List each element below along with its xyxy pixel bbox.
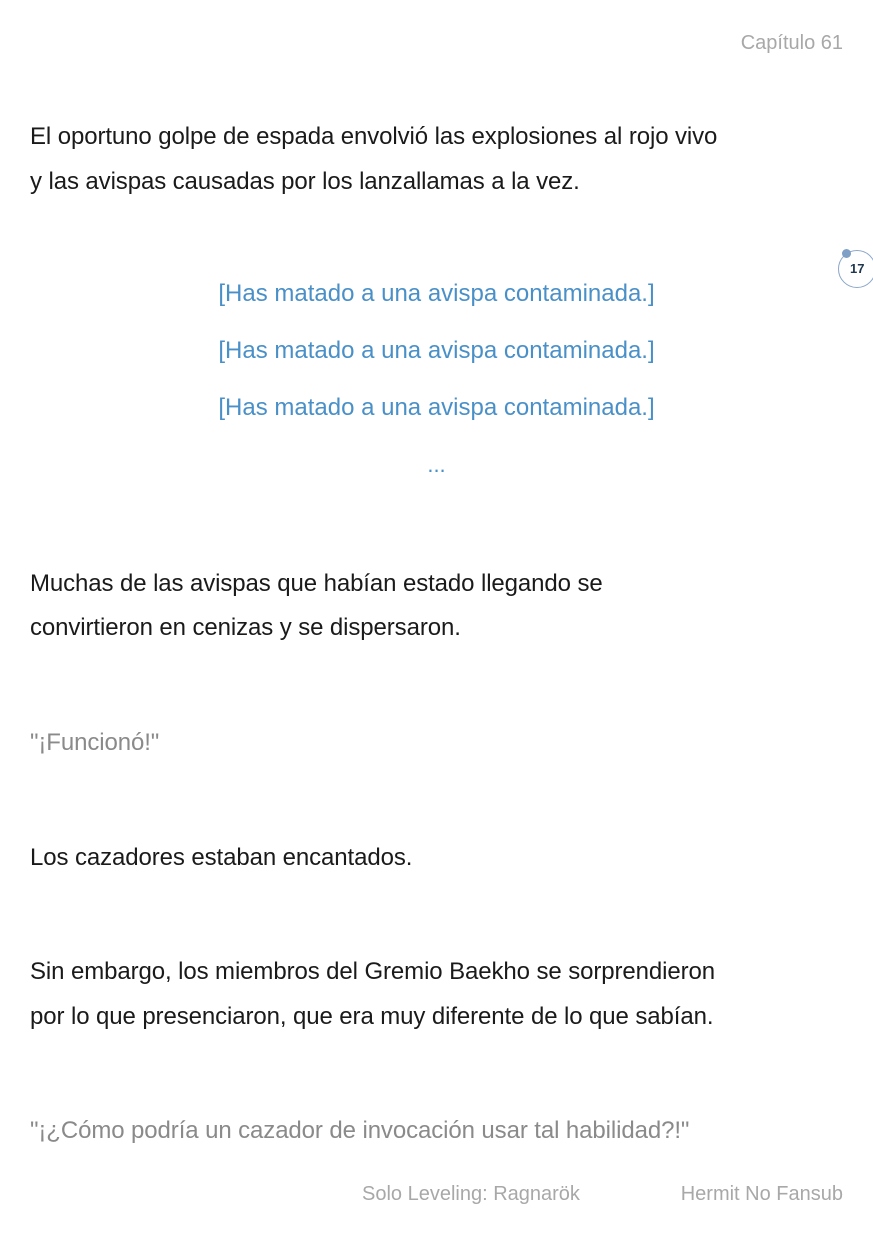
paragraph-line: El oportuno golpe de espada envolvió las explosiones al rojo vivo	[30, 123, 718, 150]
system-ellipsis: ...	[427, 452, 446, 477]
system-message: [Has matado a una avispa contaminada.]	[218, 394, 655, 421]
comment-count: 17	[850, 261, 865, 276]
paragraph-line: Muchas de las avispas que habían estado llegando se	[30, 570, 603, 597]
system-message: [Has matado a una avispa contaminada.]	[218, 280, 655, 307]
system-message: [Has matado a una avispa contaminada.]	[218, 337, 655, 364]
dialogue-line: "¡¿Cómo podría un cazador de invocación usar tal habilidad?!"	[30, 1117, 690, 1144]
footer-translator: Hermit No Fansub	[680, 1183, 843, 1205]
paragraph-line: y las avispas causadas por los lanzallamas a la vez.	[30, 168, 580, 195]
badge-dot-icon	[842, 249, 851, 258]
paragraph-line: Sin embargo, los miembros del Gremio Baekho se sorprendieron	[30, 958, 715, 985]
paragraph-line: Los cazadores estaban encantados.	[30, 844, 413, 871]
footer-title: Solo Leveling: Ragnarök	[362, 1183, 580, 1205]
chapter-label: Capítulo 61	[740, 32, 843, 54]
dialogue-line: "¡Funcionó!"	[30, 729, 160, 756]
paragraph-line: convirtieron en cenizas y se dispersaron.	[30, 614, 461, 641]
paragraph-line: por lo que presenciaron, que era muy diferente de lo que sabían.	[30, 1003, 714, 1030]
